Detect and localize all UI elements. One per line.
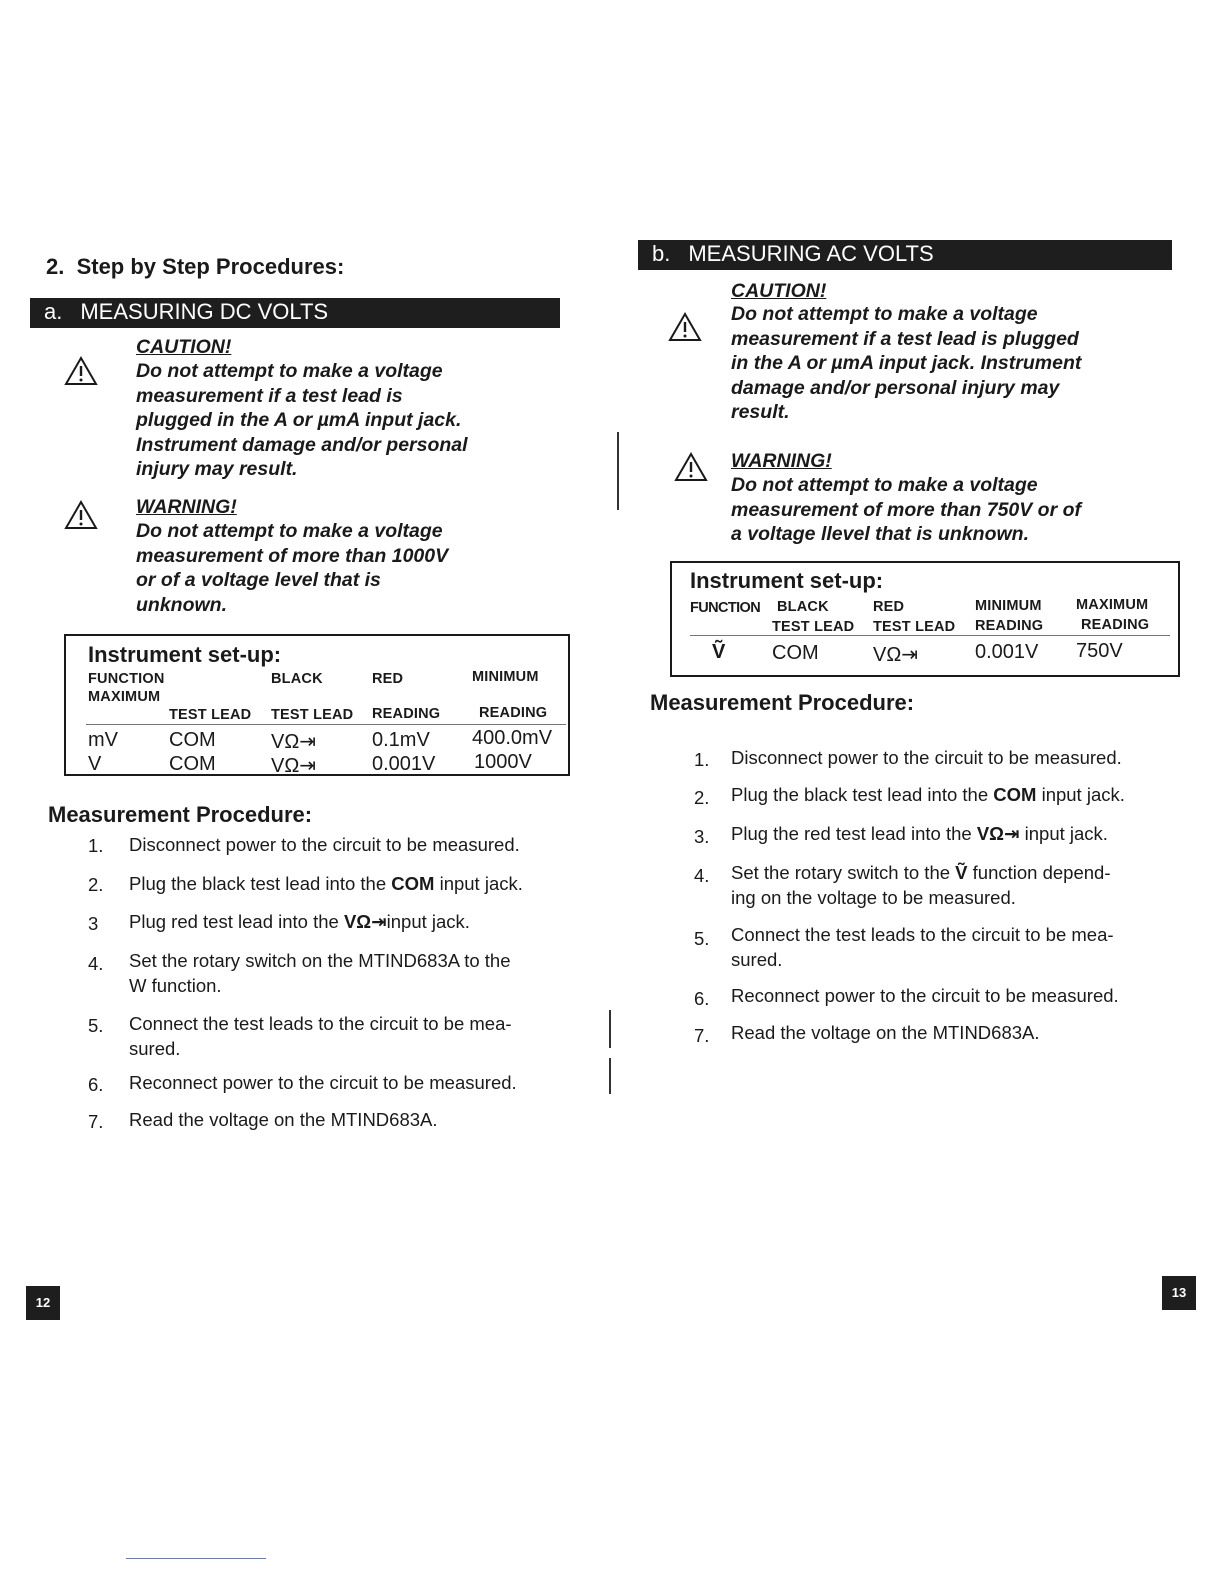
table-cell: V [88,753,102,775]
step-text: Reconnect power to the circuit to be measured. [731,985,1119,1006]
table-cell: 0.001V [372,753,436,775]
th-function: FUNCTION [88,671,165,687]
step-text: Connect the test leads to the circuit to be mea- sured. [731,924,1114,970]
left-table-title: Instrument set-up: [88,642,282,667]
step-number: 6. [88,1074,104,1095]
bar-title: MEASURING DC VOLTS [80,299,329,324]
th-reading-min: READING [372,706,441,722]
th-minimum: MINIMUM [472,669,539,685]
step-text: Connect the test leads to the circuit to be mea- sured. [129,1013,512,1059]
warning-triangle-icon [64,500,98,530]
binding-mark [609,1010,611,1048]
table-header-rule [86,724,566,725]
th-red: RED [372,671,404,687]
step-text: Set the rotary switch on the MTIND683A to the W function. [129,950,511,996]
step-text: Plug the black test lead into the COM input jack. [129,873,523,894]
step-number: 7. [694,1025,710,1046]
table-cell: 0.1mV [372,729,430,751]
right-page-number: 13 [1162,1276,1196,1310]
left-warning-title: WARNING! [136,496,237,518]
th-function: FUNCTION [690,600,761,616]
th-red: RED [873,599,905,615]
th-test-lead-black: TEST LEAD [772,619,855,635]
step-number: 2. [88,874,104,895]
bar-letter: a. [44,299,63,324]
step-number: 3. [694,826,710,847]
th-test-lead-black: TEST LEAD [169,707,252,723]
step-number: 7. [88,1111,104,1132]
warning-triangle-icon [674,452,708,482]
th-black: BLACK [271,671,323,687]
table-cell: 400.0mV [472,727,553,749]
left-warning-text: Do not attempt to make a voltage measurement of more than 1000V or of a voltage level that is unknown. [136,520,449,616]
table-cell: COM [772,642,819,664]
table-header-rule [690,635,1170,636]
right-section-bar [638,240,1172,270]
table-cell: VΩ⇥ [271,731,317,753]
th-maximum: MAXIMUM [1076,597,1149,613]
left-procedure-title: Measurement Procedure: [48,802,313,827]
step-number: 4. [88,953,104,974]
step-text: Set the rotary switch to the Ṽ function depend- ing on the voltage to be measured. [731,862,1111,908]
left-page-number: 12 [26,1286,60,1320]
step-text: Plug the black test lead into the COM input jack. [731,784,1125,805]
table-cell: COM [169,753,216,775]
step-number: 1. [694,749,710,770]
binding-mark [617,432,619,510]
table-cell: VΩ⇥ [271,755,317,777]
table-cell: mV [88,729,118,751]
table-cell-ac-v-symbol: Ṽ [712,641,726,663]
right-warning-title: WARNING! [731,450,832,472]
step-text: Reconnect power to the circuit to be measured. [129,1072,517,1093]
right-caution-text: Do not attempt to make a voltage measurement if a test lead is plugged in the A or µmA input jack. Instrument damage and/or personal injury may result. [731,303,1082,423]
right-procedure-title: Measurement Procedure: [650,690,915,715]
step-text: Disconnect power to the circuit to be measured. [731,747,1122,768]
step-number: 2. [694,787,710,808]
binding-mark [609,1058,611,1094]
left-section-heading: 2. Step by Step Procedures: [46,254,345,279]
th-minimum: MINIMUM [975,598,1042,614]
table-cell: COM [169,729,216,751]
step-text: Read the voltage on the MTIND683A. [731,1022,1040,1043]
caution-warning-triangle-icon [64,356,98,386]
bar-letter: b. [652,241,671,266]
step-number: 4. [694,865,710,886]
left-section-bar [30,298,560,328]
th-test-lead-red: TEST LEAD [271,707,354,723]
step-text: Plug the red test lead into the VΩ⇥ input jack. [731,823,1108,844]
step-number: 5. [88,1015,104,1036]
step-number: 5. [694,928,710,949]
step-number: 1. [88,835,104,856]
th-test-lead-red: TEST LEAD [873,619,956,635]
caution-warning-triangle-icon [668,312,702,342]
right-caution-title: CAUTION! [731,280,827,302]
bar-title: MEASURING AC VOLTS [688,241,934,266]
left-caution-text: Do not attempt to make a voltage measurement if a test lead is plugged in the A or µmA input jack. Instrument damage and/or personal injury may result. [136,360,468,480]
step-text: Plug red test lead into the VΩ⇥input jack. [129,911,470,932]
step-text: Disconnect power to the circuit to be measured. [129,834,520,855]
right-warning-text: Do not attempt to make a voltage measurement of more than 750V or of a voltage llevel that is unknown. [731,474,1082,545]
table-cell: 1000V [474,751,532,773]
th-reading-max: READING [479,705,548,721]
table-cell: 0.001V [975,641,1039,663]
th-maximum: MAXIMUM [88,689,161,705]
step-text: Read the voltage on the MTIND683A. [129,1109,438,1130]
table-cell: VΩ⇥ [873,644,919,666]
table-cell: 750V [1076,640,1123,662]
step-number: 6. [694,988,710,1009]
th-reading-min: READING [975,618,1044,634]
left-caution-title: CAUTION! [136,336,232,358]
footer-rule [126,1558,266,1559]
right-table-title: Instrument set-up: [690,568,884,593]
th-black: BLACK [777,599,829,615]
step-number: 3 [88,913,99,934]
th-reading-max: READING [1081,617,1150,633]
